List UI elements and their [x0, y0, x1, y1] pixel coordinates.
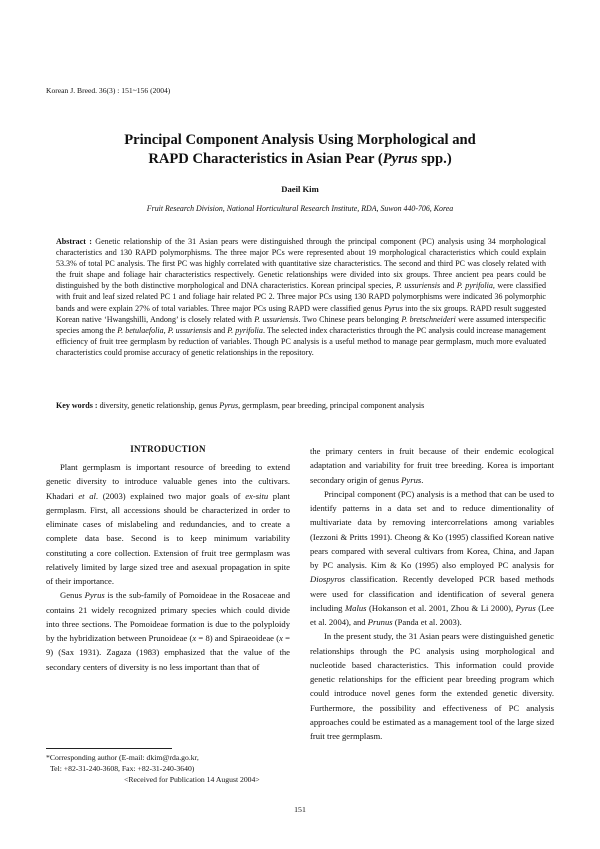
text: Principal component (PC) analysis is a method that can be used to identify patterns in a data set and to reduce dimentionality of multivariate data by removing intercorrelations among variables (Iezzoni & Pritts 1991). Cheong & Ko (1995) classified Korean native pears compared with several cultivars from Korea, China, and Japan by PC analysis. Kim & Ko (1995) also employed PC analysis for	[310, 488, 554, 570]
author-affiliation: Fruit Research Division, National Horticultural Research Institute, RDA, Suwon 440-706, Korea	[146, 204, 454, 213]
italic-text: x	[279, 633, 283, 643]
text: . (2003) explained two major goals of	[95, 490, 246, 501]
italic-text: Diospyros	[310, 574, 346, 585]
keywords-text: , germplasm, pear breeding, principal component analysis	[238, 401, 425, 410]
abstract-species: P. ussuriensis	[395, 281, 441, 291]
paragraph	[310, 629, 554, 743]
text: plant germplasm. First, all accessions should be characterized in order to eliminate cases of mislabeling and redundancies, and to create a complete data base. Second is to keep minimum variability constituting a core collection. Extension of fruit tree germplasm was relatively limited by large sized tree and asexual propagation in spite of their importance.	[46, 490, 290, 586]
text: = 8) and Spiraeoideae (	[196, 633, 280, 643]
paragraph	[310, 487, 554, 630]
abstract-species: P. bretschneideri	[401, 314, 456, 324]
abstract-species: P. ussuriensis	[254, 314, 299, 324]
abstract-text: into the six groups. RAPD result suggested Korean native ‘Hwangshilli, Andong’ is closely related with	[56, 303, 546, 324]
text: In the present study, the 31 Asian pears were distinguished genetic relationships through the PC analysis using morphological and nucleotide based characteristics. This information could provide genetic relationships for the efficient pear breeding program which could introduce novel genes form the extended genetic diversity. Furthermore, the possibility and effectiveness of PC analysis approaches could be estimated as a management tool of the large sized fruit tree germplasm.	[310, 631, 554, 741]
footnote-line: *Corresponding author (E-mail: dkim@rda.go.kr,	[46, 753, 199, 762]
text: Plant germplasm is important resource of breeding to extend genetic diversity to introduce valuable genes into the cultivars. Khadari	[46, 462, 290, 501]
keywords	[56, 400, 546, 411]
abstract-species: Pyrus	[384, 303, 403, 313]
abstract-label: Abstract :	[56, 237, 92, 246]
italic-text: Pyrus	[515, 602, 536, 613]
page-number: 151	[294, 805, 306, 814]
abstract-species: P. pyrifolia	[456, 281, 493, 291]
keywords-genus: Pyrus	[219, 401, 239, 410]
italic-text: x	[192, 633, 197, 643]
abstract-text: . The selected index characteristics through the PC analysis could increase management efficiency of fruit tree germplasm by reduction of variables. Though PC analysis is a useful method to manage pear germplasm, much more evaluated characteristics could promise accuracy of genetic relationships in the repository.	[56, 325, 546, 357]
italic-text: et al	[78, 490, 96, 501]
text: (Panda et al. 2003).	[392, 617, 462, 627]
text: = 9) (Sax 1931). Zagaza (1983) emphasized that the value of the secondary centers of diversity is no less important than that of	[46, 633, 291, 672]
abstract-text: and	[440, 281, 457, 291]
text: is the sub-family of Pomoideae in the Rosaceae and contains 21 widely recognized primary species which could divide into three sections. The Pomoideae formation is due to the polyploidy by the hybridization between Prunoideae (	[46, 590, 290, 643]
italic-text: Pyrus	[401, 474, 422, 485]
paragraph	[46, 588, 290, 674]
keywords-text: diversity, genetic relationship, genus	[97, 401, 220, 410]
paper-title	[0, 131, 600, 169]
paragraph	[310, 444, 554, 487]
footnote-line: Tel: +82-31-240-3608, Fax: +82-31-240-3640)	[50, 764, 195, 773]
keywords-label: Key words :	[56, 401, 98, 410]
title-line-2-start: RAPD Characteristics in Asian Pear (	[148, 151, 383, 167]
author-name: Daeil Kim	[281, 184, 319, 194]
abstract-text: Genetic relationship of the 31 Asian pears were distinguished through the principal component (PC) analysis using 34 morphological characteristics and 130 RAPD polymorphisms. The three major PCs were represented about 19 morphological characteristics which could explain 53.3% of total PC analysis. The first PC was highly correlated with quantitative size characteristics. The second and third PC was closely related with the fruit shape and foliage hair characteristics respectively. Genetic relationships were divided into six groups. Three ancient pea pears could be distinguished by the both distinctive morphological and DNA characteristics. Korean principal species,	[56, 237, 546, 291]
italic-text: Pyrus	[84, 590, 105, 601]
italic-text: Malus	[345, 602, 367, 613]
journal-reference: Korean J. Breed. 36(3) : 151~156 (2004)	[46, 86, 171, 95]
footnote	[46, 752, 296, 785]
title-line-1: Principal Component Analysis Using Morphological and	[124, 132, 476, 148]
text: (Lee et al. 2004), and	[310, 602, 554, 627]
footnote-divider	[46, 748, 172, 749]
text: (Hokanson et al. 2001, Zhou & Li 2000),	[366, 602, 516, 613]
text: the primary centers in fruit because of their endemic ecological adaptation and variability for fruit tree breeding. Korea is important secondary origin of genus	[310, 446, 554, 485]
abstract	[56, 236, 546, 358]
title-genus: Pyrus	[382, 151, 418, 167]
text: Genus	[60, 590, 85, 601]
footnote-received: <Received for Publication 14 August 2004>	[124, 775, 260, 784]
abstract-text: were assumed interspecific species among the	[56, 314, 546, 335]
italic-text: Prunus	[367, 617, 393, 627]
italic-text: ex-situ	[245, 490, 269, 501]
abstract-text: . Two Chinese pears belonging	[298, 314, 402, 324]
section-heading-introduction: INTRODUCTION	[130, 444, 206, 454]
title-line-2	[0, 150, 600, 169]
left-column	[46, 460, 290, 674]
text: classification. Recently developed PCR based methods were used for classification and identification of several genera including	[310, 574, 554, 613]
right-column	[310, 444, 554, 743]
title-line-2-end: spp.)	[417, 151, 452, 167]
abstract-species: P. pyrifolia	[227, 325, 263, 335]
abstract-text: , were classified with fruit and leaf sized related PC 1 and foliage hair related PC 2. Three major PCs using 130 RAPD polymorphisms were indicated 36 polymorphic bands and were explain 27% of total variables. Three major PCs using RAPD were classified genus	[56, 281, 546, 313]
text: .	[421, 474, 424, 485]
abstract-text: and	[211, 325, 228, 335]
abstract-species: P. betulaefolia, P. ussuriensis	[117, 325, 212, 335]
paragraph	[46, 460, 290, 588]
